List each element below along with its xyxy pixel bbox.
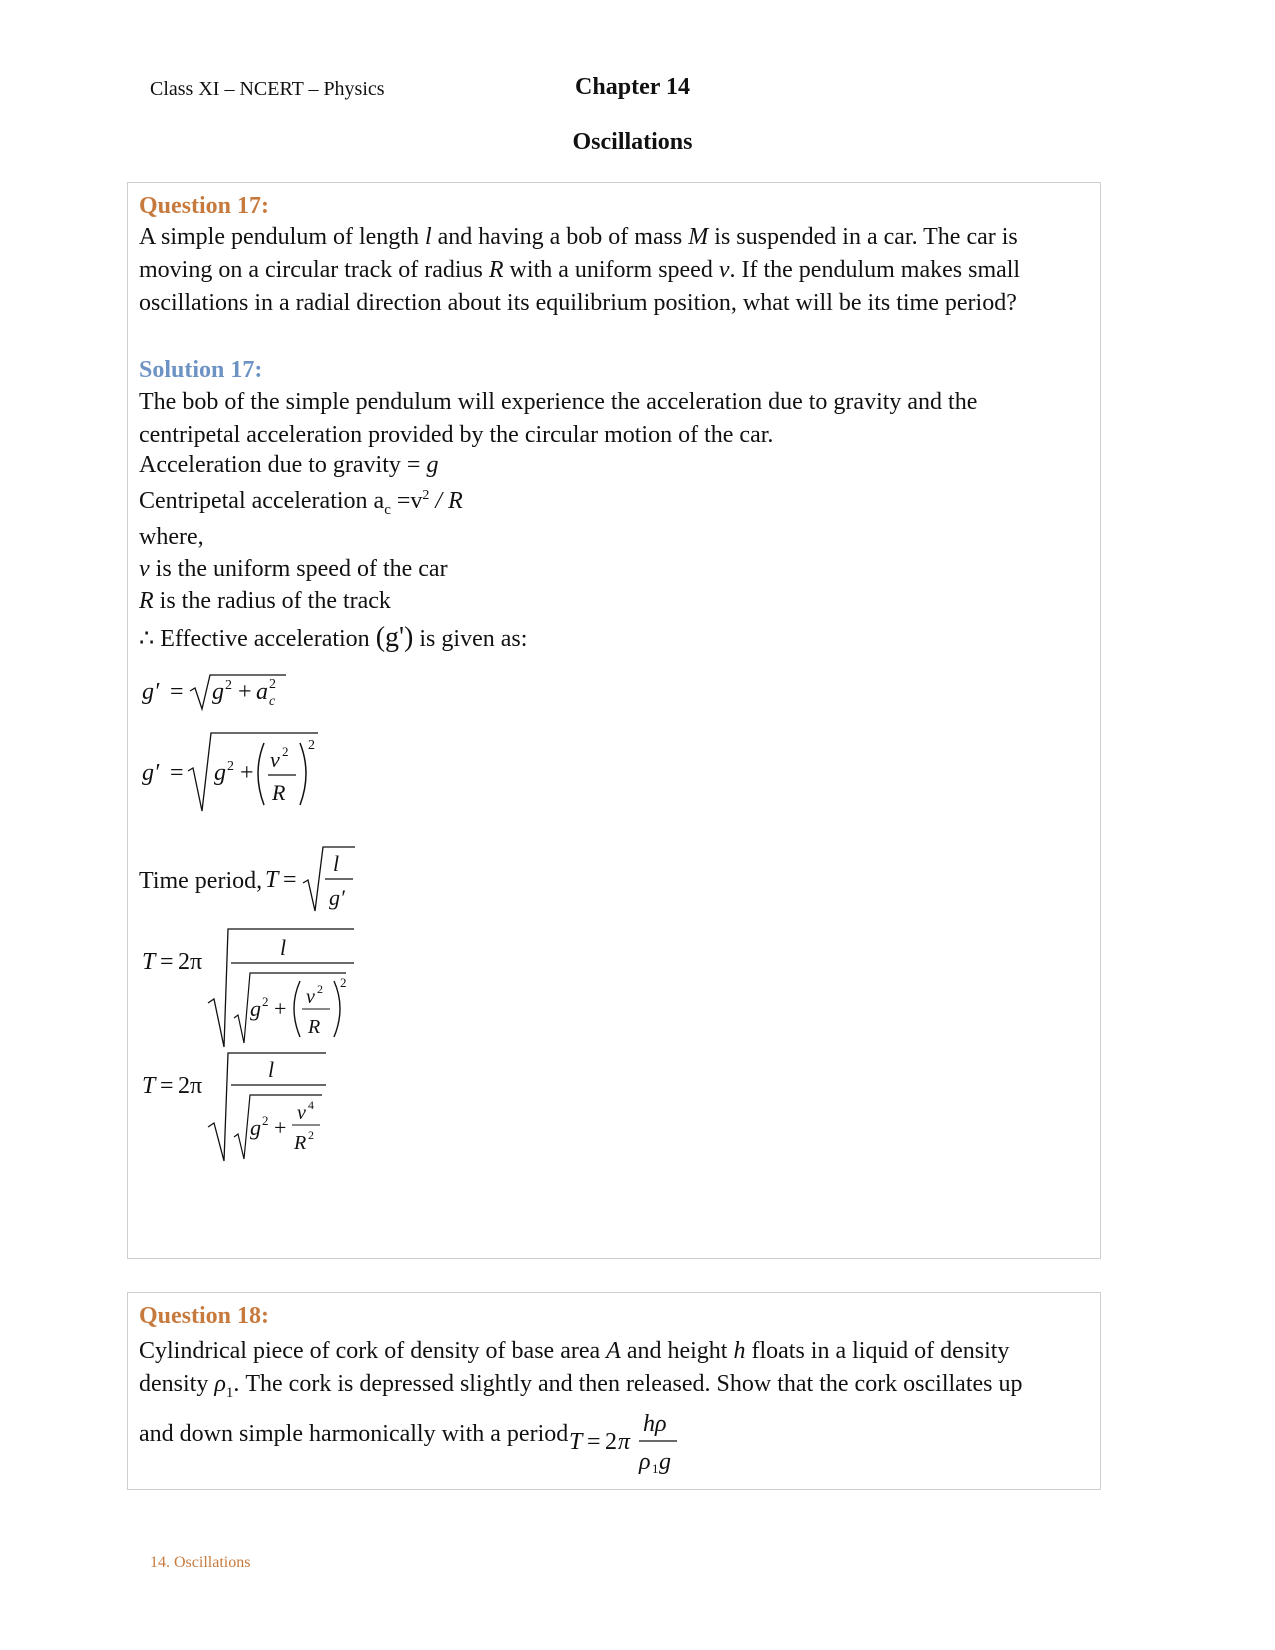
svg-text:g′: g′ <box>142 760 160 786</box>
question-17-text: A simple pendulum of length l and having a bob of mass M is suspended in a car. The car is moving on a circular track of radius R with a uniform speed v. If the pendulum makes small oscillations in a radial direction about its equilibrium position, what will be its time period? <box>139 224 1021 316</box>
svg-text:=: = <box>170 679 184 705</box>
svg-text:2: 2 <box>227 759 234 774</box>
question-18-line-1: Cylindrical piece of cork of density of base area A and height h floats in a liquid of density <box>139 1338 1010 1364</box>
time-period-label: Time period, <box>139 868 263 894</box>
svg-text:=: = <box>160 1073 174 1099</box>
svg-text:2: 2 <box>308 1128 314 1142</box>
svg-text:g′: g′ <box>329 885 345 910</box>
equation-g-prime-expanded <box>136 723 356 823</box>
svg-text:2: 2 <box>340 975 347 990</box>
svg-text:R: R <box>294 1132 307 1154</box>
gravity-line: Acceleration due to gravity = g <box>139 452 439 478</box>
svg-text:2: 2 <box>317 982 323 996</box>
svg-text:2: 2 <box>262 1113 269 1128</box>
chapter-number: Chapter 14 <box>575 74 690 100</box>
solution-17-heading: Solution 17: <box>139 357 263 383</box>
chapter-title: Oscillations <box>572 129 693 155</box>
svg-text:v: v <box>306 986 315 1008</box>
svg-text:2π: 2π <box>178 1073 203 1099</box>
svg-text:v: v <box>270 747 280 772</box>
svg-text:T: T <box>569 1429 583 1455</box>
svg-text:l: l <box>268 1057 275 1082</box>
svg-text:l: l <box>333 851 340 876</box>
svg-text:π: π <box>618 1429 631 1455</box>
svg-text:hρ: hρ <box>643 1411 667 1437</box>
question-17-box <box>127 182 1101 1259</box>
solution-17-intro: The bob of the simple pendulum will experience the acceleration due to gravity and the centripetal acceleration provided by the circular motion of the car. <box>139 389 978 448</box>
question-18-heading: Question 18: <box>139 1303 270 1329</box>
svg-text:=: = <box>170 760 184 786</box>
R-definition: R is the radius of the track <box>139 588 391 614</box>
svg-text:R: R <box>308 1016 321 1038</box>
question-17-heading: Question 17: <box>139 193 270 219</box>
v-definition: v is the uniform speed of the car <box>139 556 448 582</box>
svg-text:+: + <box>274 996 287 1021</box>
svg-text:v: v <box>297 1102 306 1124</box>
svg-text:l: l <box>280 935 287 960</box>
svg-text:T: T <box>142 1073 156 1099</box>
centripetal-line: Centripetal acceleration $a_c =v^2 / R$ <box>139 488 463 518</box>
page-footer: 14. Oscillations <box>150 1554 251 1571</box>
svg-text:g: g <box>659 1449 671 1475</box>
equation-g-prime-ac <box>136 661 336 721</box>
svg-text:1: 1 <box>652 1461 659 1476</box>
effective-acceleration-line: ∴ Effective acceleration (g') is given as: <box>139 622 528 653</box>
where-line: where, <box>139 524 204 550</box>
svg-text:g′: g′ <box>142 679 160 705</box>
svg-text:c: c <box>269 694 276 709</box>
svg-text:2: 2 <box>308 738 315 753</box>
svg-text:=: = <box>587 1429 601 1455</box>
svg-text:T: T <box>265 867 279 893</box>
svg-text:g: g <box>214 760 226 786</box>
equation-T-expanded <box>136 923 396 1053</box>
svg-text:4: 4 <box>308 1098 314 1112</box>
svg-text:g: g <box>250 996 261 1021</box>
svg-text:2: 2 <box>605 1429 617 1455</box>
svg-text:+: + <box>274 1115 287 1140</box>
question-18-line-2: density $\rho_1$. The cork is depressed slightly and then released. Show that the cork oscillates up <box>139 1371 1023 1401</box>
svg-text:=: = <box>160 949 174 975</box>
svg-text:2: 2 <box>225 678 232 693</box>
question-18-line-3: and down simple harmonically with a period <box>139 1421 569 1447</box>
svg-text:=: = <box>283 867 297 893</box>
svg-text:2: 2 <box>269 677 276 692</box>
equation-time-period <box>263 839 383 919</box>
svg-text:+: + <box>240 760 254 786</box>
svg-text:+: + <box>238 679 252 705</box>
svg-text:a: a <box>256 679 268 705</box>
svg-text:g: g <box>212 679 224 705</box>
svg-text:g: g <box>250 1115 261 1140</box>
document-subject: Class XI – NCERT – Physics <box>150 78 385 100</box>
equation-cork-period <box>563 1397 703 1477</box>
question-18-box <box>127 1292 1101 1490</box>
equation-T-simplified <box>136 1045 376 1165</box>
svg-text:2π: 2π <box>178 949 203 975</box>
svg-text:T: T <box>142 949 156 975</box>
svg-text:2: 2 <box>262 994 269 1009</box>
svg-text:R: R <box>272 780 286 805</box>
svg-text:2: 2 <box>282 744 289 759</box>
svg-text:ρ: ρ <box>639 1449 651 1475</box>
